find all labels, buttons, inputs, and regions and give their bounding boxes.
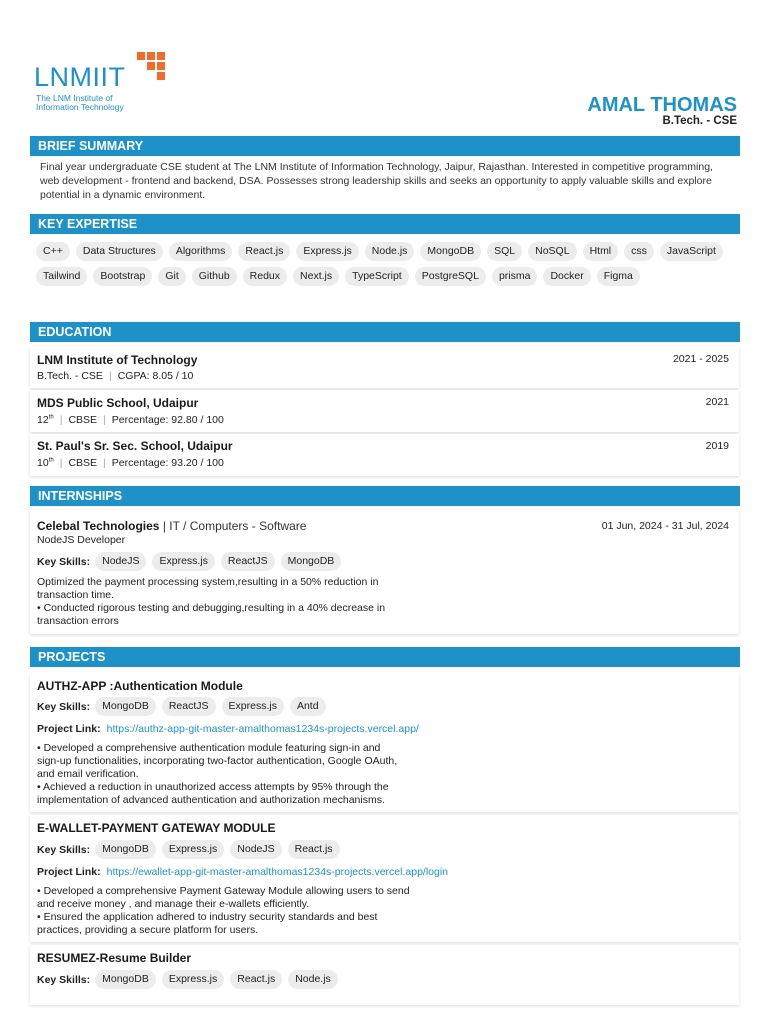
skill-chip: Antd [290,697,326,716]
education-level: 12 [37,414,49,426]
expertise-skill-chip: Docker [543,267,590,286]
skill-chip: MongoDB [281,552,342,571]
education-card [30,390,739,432]
project-card [30,672,739,812]
project-skills-row [37,970,344,989]
description-line: • Ensured the application adhered to industry security standards and best [37,911,378,923]
project-card [30,945,739,1005]
expertise-skill-chip: TypeScript [345,267,409,286]
skill-chip: NodeJS [95,552,146,571]
skill-chip: NodeJS [230,840,281,859]
internship-date: 01 Jun, 2024 - 31 Jul, 2024 [601,520,729,532]
section-projects-heading: PROJECTS [30,647,740,667]
project-description [37,885,457,937]
logo-squares-icon [137,52,169,80]
project-card [30,815,739,942]
separator: | [103,414,106,426]
expertise-skill-chip: Express.js [296,242,358,261]
project-link-label: Project Link: [37,866,101,878]
candidate-name: AMAL THOMAS [587,94,737,116]
skill-chip: React.js [288,840,340,859]
summary-text: Final year undergraduate CSE student at The LNM Institute of Information Technology, Jaipur, Rajasthan. Interested in competitive programming, web development - frontend and backend, DSA. Possesses strong leadership skills and seeks an opportunity to apply valuable skills and explore potential in a dynamic environment. [40,161,713,201]
project-title: AUTHZ-APP :Authentication Module [37,679,243,693]
skill-chip: MongoDB [95,970,156,989]
key-skills-label: Key Skills: [37,843,91,856]
project-link-row [37,866,448,878]
separator: | [103,457,106,469]
key-skills-label: Key Skills: [37,555,91,568]
skill-chip: ReactJS [162,697,216,716]
expertise-skill-chip: Figma [597,267,640,286]
internship-card [30,510,739,634]
description-line: implementation of advanced authentication and authorization mechanisms. [37,794,385,806]
skill-chip: Express.js [152,552,214,571]
internship-title [37,519,306,533]
expertise-skill-chip: React.js [238,242,290,261]
separator: | [108,370,112,382]
education-date: 2021 [705,396,729,408]
education-details [37,414,224,426]
education-school: St. Paul's Sr. Sec. School, Udaipur [37,439,233,453]
project-link[interactable]: https://ewallet-app-git-master-amalthomas1234s-projects.vercel.app/login [106,866,449,878]
description-line: • Developed a comprehensive authentication module featuring sign-in and [37,742,381,754]
expertise-skill-list [36,242,736,292]
description-line: transaction errors [37,615,119,627]
expertise-skill-chip: Data Structures [76,242,163,261]
expertise-skill-chip: Git [158,267,185,286]
resume-header [0,0,768,132]
expertise-skill-chip: JavaScript [660,242,723,261]
education-score: Percentage: 92.80 / 100 [111,414,224,426]
skill-chip: React.js [230,970,282,989]
education-date: 2021 - 2025 [672,353,729,365]
education-date: 2019 [705,440,729,452]
education-score: CGPA: 8.05 / 10 [117,370,194,382]
expertise-skill-chip: Next.js [293,267,339,286]
description-line: • Developed a comprehensive Payment Gateway Module allowing users to send [37,885,410,897]
description-line: and receive money , and manage their e-wallets efficiently. [37,898,310,910]
expertise-skill-chip: Html [583,242,619,261]
expertise-skill-chip: prisma [492,267,538,286]
description-line: • Conducted rigorous testing and debugging,resulting in a 40% decrease in [37,602,386,614]
logo-subtitle-2: Information Technology [36,102,124,112]
expertise-skill-chip: C++ [36,242,70,261]
project-skills-row [37,697,332,716]
education-board: CBSE [68,414,98,426]
expertise-skill-chip: SQL [487,242,522,261]
project-description [37,742,457,807]
internship-description [37,576,437,628]
logo-text: LNMIIT [34,62,126,92]
expertise-skill-chip: Github [192,267,237,286]
logo-subtitle-1: The LNM Institute of [36,93,113,103]
education-score: Percentage: 93.20 / 100 [111,457,224,469]
internship-skills-row [37,552,347,571]
description-line: and email verification. [37,768,139,780]
project-skills-row [37,840,346,859]
description-line: Optimized the payment processing system,resulting in a 50% reduction in [37,576,379,588]
expertise-skill-chip: Node.js [365,242,415,261]
skill-chip: MongoDB [95,697,156,716]
project-title: RESUMEZ-Resume Builder [37,951,192,965]
expertise-skill-chip: PostgreSQL [415,267,486,286]
description-line: transaction time. [37,589,115,601]
education-level: 10 [37,457,49,469]
education-details [37,457,224,469]
internship-sector: | IT / Computers - Software [162,519,307,533]
education-level: B.Tech. - CSE [37,370,103,382]
lnmiit-logo [34,52,184,112]
expertise-skill-chip: css [624,242,654,261]
section-summary-heading: BRIEF SUMMARY [30,136,740,156]
expertise-skill-chip: Tailwind [36,267,87,286]
education-school: LNM Institute of Technology [37,353,198,367]
section-education-heading: EDUCATION [30,322,740,342]
education-level-suffix: th [48,457,54,464]
description-line: • Achieved a reduction in unauthorized access attempts by 95% through the [37,781,389,793]
education-details [37,370,193,382]
skill-chip: MongoDB [95,840,156,859]
education-card [30,346,739,388]
description-line: sign-up functionalities, incorporating two-factor authentication, Google OAuth, [37,755,398,767]
key-skills-label: Key Skills: [37,973,91,986]
separator: | [59,414,63,426]
education-school: MDS Public School, Udaipur [37,396,199,410]
skill-chip: Node.js [288,970,338,989]
skill-chip: Express.js [162,970,224,989]
expertise-skill-chip: Bootstrap [93,267,152,286]
description-line: practices, providing a secure platform for users. [37,924,259,936]
expertise-skill-chip: Redux [243,267,287,286]
project-link[interactable]: https://authz-app-git-master-amalthomas1234s-projects.vercel.app/ [106,723,419,735]
education-board: CBSE [68,457,98,469]
candidate-degree: B.Tech. - CSE [662,115,737,127]
expertise-skill-chip: NoSQL [528,242,576,261]
expertise-skill-chip: MongoDB [420,242,481,261]
section-internships-heading: INTERNSHIPS [30,486,740,506]
education-level-suffix: th [48,414,54,421]
section-expertise-heading: KEY EXPERTISE [30,214,740,234]
skill-chip: ReactJS [221,552,275,571]
project-link-label: Project Link: [37,723,101,735]
education-card [30,434,739,476]
internship-company: Celebal Technologies [37,519,160,533]
project-link-row [37,723,419,735]
expertise-skill-chip: Algorithms [169,242,233,261]
internship-role: NodeJS Developer [37,534,126,546]
skill-chip: Express.js [222,697,284,716]
separator: | [59,457,63,469]
key-skills-label: Key Skills: [37,700,91,713]
project-title: E-WALLET-PAYMENT GATEWAY MODULE [37,821,276,835]
skill-chip: Express.js [162,840,224,859]
